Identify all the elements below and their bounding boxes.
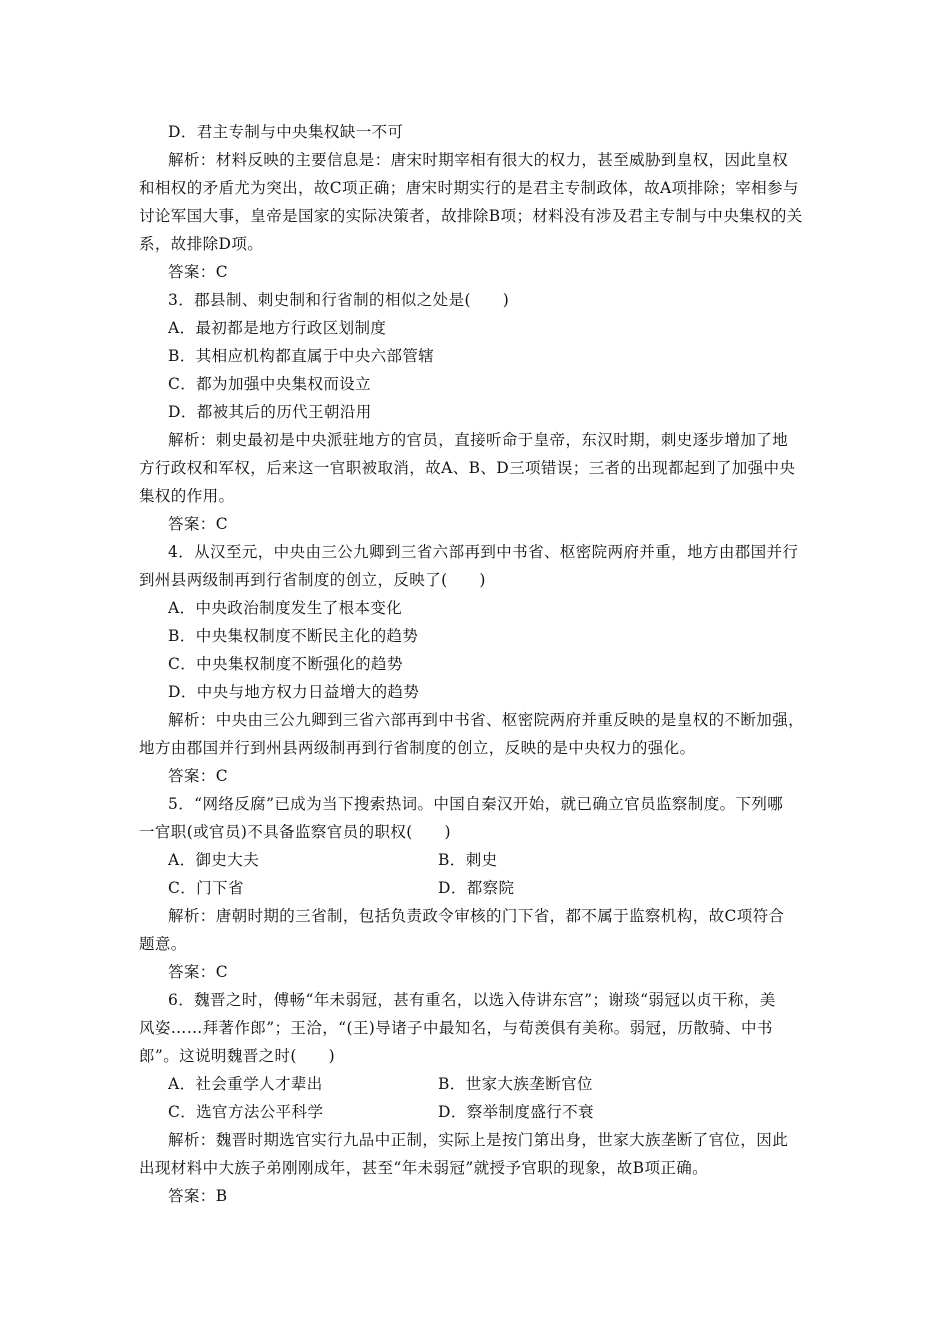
question-6-line2: 风姿……拜著作郎”；王洽，“(王)导诸子中最知名，与荀羡俱有美称。弱冠，历散骑、中书 [139,1019,773,1037]
analysis-q3-line3: 集权的作用。 [139,487,235,505]
analysis-q4-line1: 解析：中央由三公九卿到三省六部再到中书省、枢密院两府并重反映的是皇权的不断加强， [168,711,805,729]
analysis-q2-line2: 和相权的矛盾尤为突出，故C项正确；唐宋时期实行的是君主专制政体，故A项排除；宰相参与 [139,179,799,197]
option-b-q6: B．世家大族垄断官位 [438,1075,593,1093]
answer-q6: 答案：B [168,1187,228,1205]
analysis-q5-line2: 题意。 [139,935,187,953]
option-b-q5: B．刺史 [438,851,498,869]
option-b-q3: B．其相应机构都直属于中央六部管辖 [168,347,435,365]
analysis-q5-line1: 解析：唐朝时期的三省制，包括负责政令审核的门下省，都不属于监察机构，故C项符合 [168,907,785,925]
question-4-line1: 4．从汉至元，中央由三公九卿到三省六部再到中书省、枢密院两府并重，地方由郡国并行 [168,543,799,561]
option-a-q3: A．最初都是地方行政区划制度 [168,319,387,337]
question-4-line2: 到州县两级制再到行省制度的创立，反映了( ) [139,571,486,589]
answer-q3: 答案：C [168,515,228,533]
question-5-line1: 5．“网络反腐”已成为当下搜索热词。中国自秦汉开始，就已确立官员监察制度。下列哪 [168,795,784,813]
analysis-q4-line2: 地方由郡国并行到州县两级制再到行省制度的创立，反映的是中央权力的强化。 [139,739,696,757]
option-b-q4: B．中央集权制度不断民主化的趋势 [168,627,419,645]
option-d-q3: D．都被其后的历代王朝沿用 [168,403,372,421]
option-c-q5: C．门下省 [168,879,244,897]
answer-q4: 答案：C [168,767,228,785]
analysis-q2-line1: 解析：材料反映的主要信息是：唐宋时期宰相有很大的权力，甚至威胁到皇权，因此皇权 [168,151,789,169]
analysis-q2-line3: 讨论军国大事，皇帝是国家的实际决策者，故排除B项；材料没有涉及君主专制与中央集权的关 [139,207,803,225]
question-6-line3: 郎”。这说明魏晋之时( ) [139,1047,336,1065]
option-c-q4: C．中央集权制度不断强化的趋势 [168,655,403,673]
option-d-q2: D．君主专制与中央集权缺一不可 [168,123,404,141]
option-d-q5: D．都察院 [438,879,515,897]
option-c-q3: C．都为加强中央集权而设立 [168,375,372,393]
question-3: 3．郡县制、刺史制和行省制的相似之处是( ) [168,291,510,309]
question-6-line1: 6．魏晋之时，傅畅“年未弱冠，甚有重名，以选入侍讲东宫”；谢琰“弱冠以贞干称，美 [168,991,776,1009]
analysis-q2-line4: 系，故排除D项。 [139,235,264,253]
option-d-q6: D．察举制度盛行不衰 [438,1103,594,1121]
analysis-q6-line2: 出现材料中大族子弟刚刚成年，甚至“年未弱冠”就授予官职的现象，故B项正确。 [139,1159,709,1177]
analysis-q6-line1: 解析：魏晋时期选官实行九品中正制，实际上是按门第出身，世家大族垄断了官位，因此 [168,1131,789,1149]
answer-q2: 答案：C [168,263,228,281]
option-c-q6: C．选官方法公平科学 [168,1103,324,1121]
answer-q5: 答案：C [168,963,228,981]
analysis-q3-line1: 解析：刺史最初是中央派驻地方的官员，直接听命于皇帝，东汉时期，刺史逐步增加了地 [168,431,789,449]
question-5-line2: 一官职(或官员)不具备监察官员的职权( ) [139,823,451,841]
analysis-q3-line2: 方行政权和军权，后来这一官职被取消，故A、B、D三项错误；三者的出现都起到了加强中央 [139,459,796,477]
option-a-q6: A．社会重学人才辈出 [168,1075,323,1093]
option-a-q4: A．中央政治制度发生了根本变化 [168,599,403,617]
option-a-q5: A．御史大夫 [168,851,260,869]
option-d-q4: D．中央与地方权力日益增大的趋势 [168,683,420,701]
